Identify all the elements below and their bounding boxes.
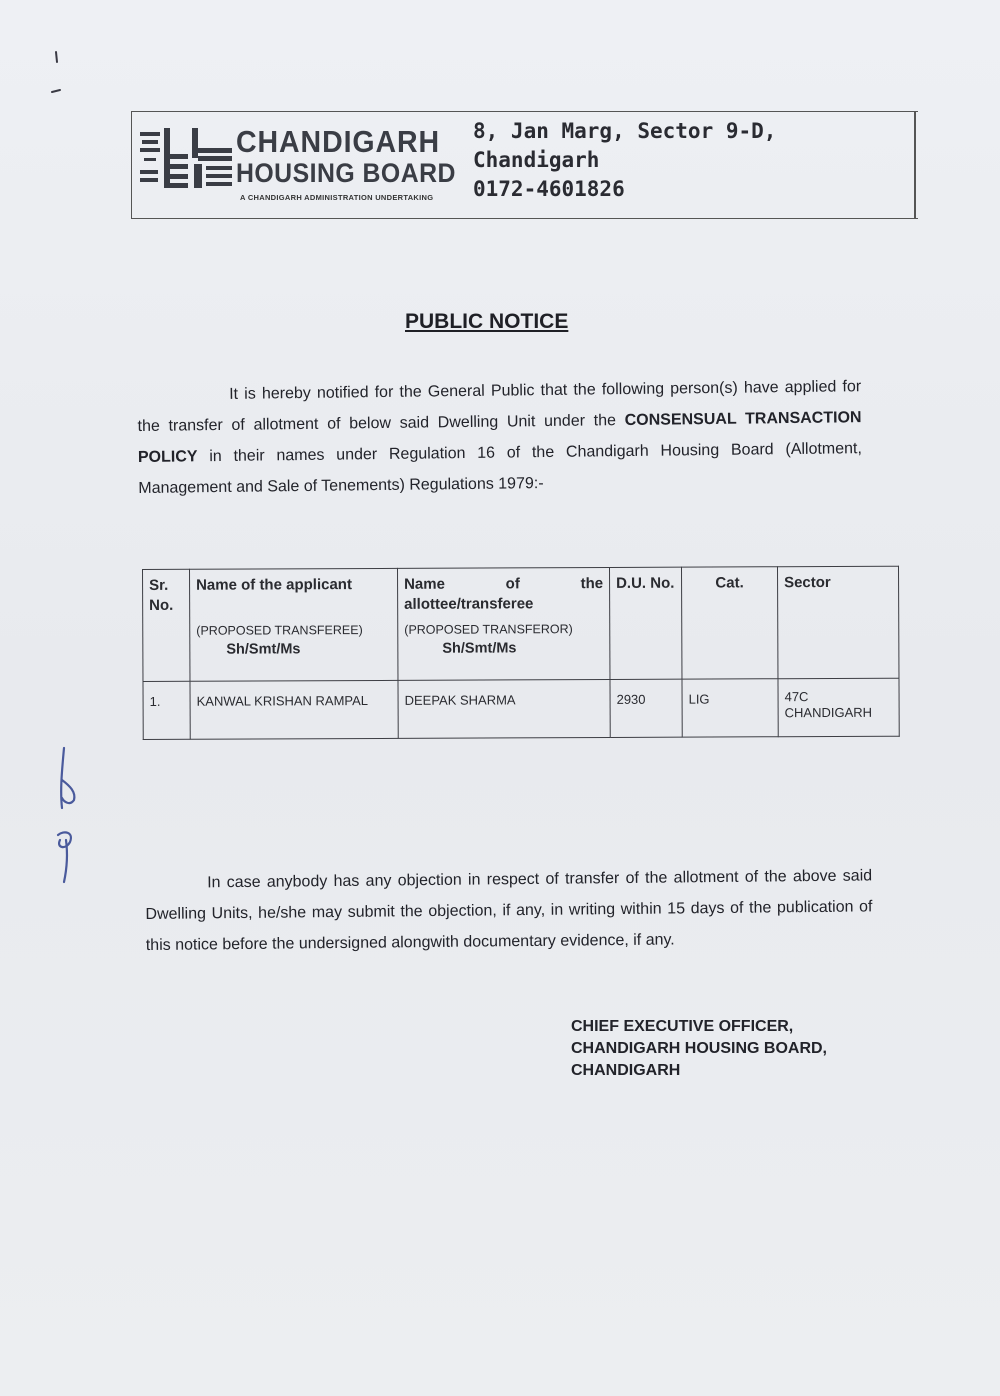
header-applicant-sub: (PROPOSED TRANSFEREE) (196, 623, 363, 638)
header-cat-label: Cat. (715, 574, 744, 592)
phone-number: 0172-4601826 (473, 177, 625, 201)
housing-board-logo-icon (140, 126, 232, 190)
table-row (143, 678, 899, 739)
header-sector (777, 566, 898, 679)
header-allottee-sub2: Sh/Smt/Ms (442, 640, 517, 657)
cell-allottee: DEEPAK SHARMA (398, 679, 610, 738)
header-applicant-sub2: Sh/Smt/Ms (226, 641, 301, 658)
header-cat (681, 567, 777, 679)
para1-text-b: in their names under Regulation 16 of the Chandigarh Housing Board (Allotment, Management and Sale of Tenements) Regulations 1979:- (138, 440, 862, 497)
header-sr-no (143, 569, 190, 681)
address-block (473, 117, 776, 204)
cell-du-no: 2930 (610, 679, 682, 737)
para1-policy-name: CONSENSUAL TRANSACTION POLICY (137, 409, 862, 466)
org-tagline: A CHANDIGARH ADMINISTRATION UNDERTAKING (240, 193, 434, 202)
header-allottee (397, 567, 609, 680)
cell-cat: LIG (682, 679, 778, 737)
header-allottee-line1 (404, 574, 603, 595)
notice-title: PUBLIC NOTICE (405, 310, 569, 333)
signatory-title: CHIEF EXECUTIVE OFFICER, (571, 1018, 794, 1035)
header-allottee-word2: of (505, 575, 520, 593)
header-allottee-word1: Name (404, 575, 445, 593)
header-allottee-sub: (PROPOSED TRANSFEROR) (404, 622, 573, 637)
notice-paragraph-2: In case anybody has any objection in respect of transfer of the allotment of the above said Dwelling Units, he/she may submit the objection, if any, in writing within 15 days of the publication of this notice before the undersigned alongwith documentary evidence, if any. (145, 867, 873, 954)
address-line2: Chandigarh (473, 148, 600, 172)
signatory-city: CHANDIGARH (571, 1062, 681, 1079)
pen-mark-icon (44, 46, 74, 106)
header-applicant (190, 568, 398, 681)
transfer-table (142, 566, 900, 740)
signatory-org: CHANDIGARH HOUSING BOARD, (571, 1040, 827, 1057)
header-allottee-line2: allottee/transferee (404, 595, 534, 613)
notice-paragraph-1 (137, 371, 862, 504)
para1-text-a: It is hereby notified for the General Public that the following person(s) have applied for the transfer of allotment of below said Dwelling Unit under the (137, 378, 862, 435)
header-applicant-label: Name of the applicant (196, 576, 352, 594)
header-du-no (609, 567, 681, 679)
cell-sr: 1. (143, 681, 190, 739)
header-sector-label: Sector (784, 573, 831, 592)
address-line1: 8, Jan Marg, Sector 9-D, (473, 119, 777, 143)
cell-applicant: KANWAL KRISHAN RAMPAL (190, 680, 398, 739)
header-sr-no-label: Sr. No. (149, 576, 174, 614)
header-allottee-word3: the (580, 574, 604, 593)
org-name-line1: CHANDIGARH (236, 124, 441, 159)
signature-block (571, 1016, 827, 1082)
cell-sector-line1: 47C (784, 689, 809, 705)
table-header-row (143, 566, 899, 681)
handwritten-initials-icon (40, 740, 90, 890)
transfer-table-wrapper (142, 566, 899, 740)
letterhead-box-edge (914, 111, 916, 219)
org-name-line2: HOUSING BOARD (236, 158, 456, 188)
cell-sector-line2: CHANDIGARH (784, 704, 873, 721)
header-du-no-label: D.U. No. (616, 574, 675, 592)
cell-sector (778, 678, 899, 737)
